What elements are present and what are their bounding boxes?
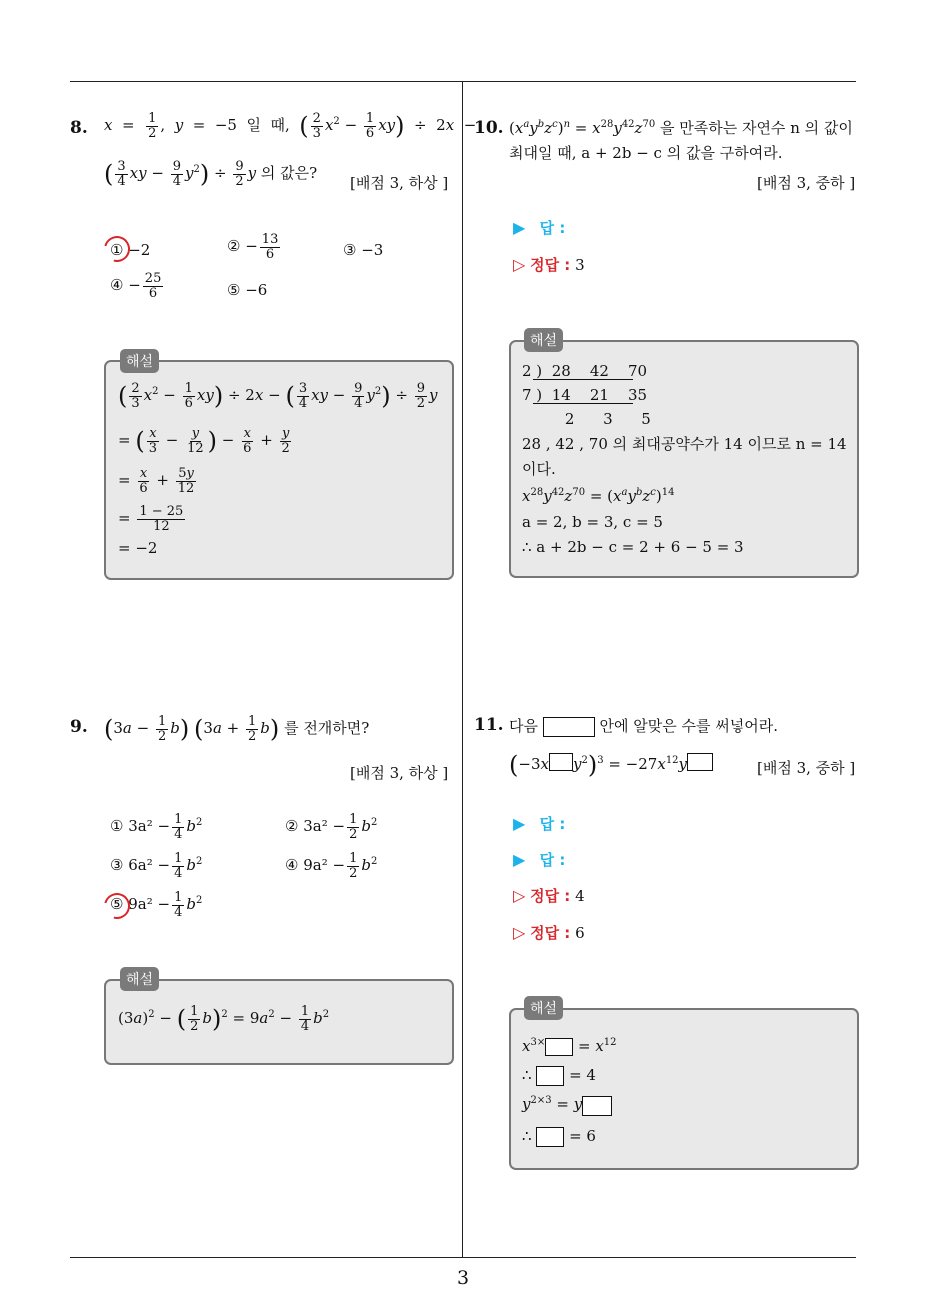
blank-box[interactable] [549, 753, 573, 771]
solution-line: ∴ = 4 [522, 1066, 596, 1084]
correct-answer-row: ▷ 정답 : 3 [513, 255, 585, 274]
question-text: (3a − $\frac{1}{2}$ b) (3a + $\frac{1}{2}$ b) 를 전개하면? [104, 714, 370, 744]
gcd-division-row: 2 3 5 [522, 410, 651, 428]
solution-line: ∴ a + 2b − c = 2 + 6 − 5 = 3 [522, 538, 744, 556]
answer-input-row[interactable]: ▶ 답 : [513, 218, 566, 237]
solution-line: $y^{2\times 3} = y$ [522, 1096, 612, 1116]
question-text-line1: $(x^ay^bz^c)^n = x^{28}y^{42}z^{70}$ 을 만족하는 자연수 n 의 값이 [509, 119, 853, 137]
division-line [533, 379, 633, 380]
choice-1[interactable]: ① −2 [110, 241, 151, 259]
page-number: 3 [456, 1267, 470, 1289]
question-text-line2: 최대일 때, a + 2b − c 의 값을 구하여라. [509, 144, 783, 162]
solution-line: ( $\frac{2}{3}$ $x^2$ − $\frac{1}{6}$ xy) ÷ 2x − ( $\frac{3}{4}$ xy − $\frac{9}{4}$ $y^2$) ÷ $\frac{9}{2}$ y [118, 381, 438, 411]
solution-line: 28 , 42 , 70 의 최대공약수가 14 이므로 n = 14 [522, 435, 847, 453]
correct-answer-row: ▷ 정답 : 4 [513, 886, 585, 905]
solution-tag: 해설 [524, 328, 563, 352]
score-label: [배점 3, 중하 ] [757, 759, 856, 777]
correct-answer-row: ▷ 정답 : 6 [513, 923, 585, 942]
outline-triangle-icon: ▷ [513, 923, 526, 942]
solution-line: 이다. [522, 460, 556, 478]
blank-box [545, 1038, 573, 1056]
bottom-rule [70, 1257, 856, 1258]
answer-input-row[interactable]: ▶ 답 : [513, 850, 566, 869]
solution-line: $x^{3\times} = x^{12}$ [522, 1037, 617, 1055]
question-number: 10. [474, 118, 504, 138]
outline-triangle-icon: ▷ [513, 255, 526, 274]
question-text-line1: 다음 안에 알맞은 수를 써넣어라. [509, 717, 779, 735]
choice-2[interactable]: ② − $\frac{13}{6}$ [227, 232, 279, 262]
score-label: [배점 3, 중하 ] [757, 174, 856, 192]
question-number: 8. [70, 118, 88, 138]
solution-line: = $\frac{x}{6}$ + $\frac{5y}{12}$ [118, 466, 195, 496]
solution-line: ∴ = 6 [522, 1127, 596, 1145]
solution-line: $(3a)^2$ − ( $\frac{1}{2}$ $b)^2 = 9a^2$ − $\frac{1}{4}$ $b^2$ [118, 1004, 330, 1034]
blank-box [582, 1096, 612, 1116]
solution-line: = $\frac{1 - 25}{12}$ [118, 504, 184, 534]
choice-1[interactable]: ① 3a² − $\frac{1}{4}$ $b^2$ [110, 812, 203, 842]
gcd-division-row: 2 ) 28 42 70 [522, 362, 648, 380]
solution-tag: 해설 [120, 349, 159, 373]
top-rule [70, 81, 856, 82]
question-text-line1: x = $\frac{1}{2}$ , y = −5 일 때, ( $\frac{2}{3}$ $x^2$ − $\frac{1}{6}$ xy) ÷ 2x − [104, 111, 477, 141]
solution-line: = −2 [118, 539, 158, 557]
choice-5[interactable]: ⑤ 9a² − $\frac{1}{4}$ $b^2$ [110, 890, 203, 920]
solution-line: a = 2, b = 3, c = 5 [522, 513, 663, 531]
score-label: [배점 3, 하상 ] [350, 764, 449, 782]
column-divider [462, 82, 463, 1258]
choice-4[interactable]: ④ 9a² − $\frac{1}{2}$ $b^2$ [285, 851, 378, 881]
solution-line: $x^{28}y^{42}z^{70} = (x^ay^bz^c)^{14}$ [522, 487, 675, 505]
gcd-division-row: 7 ) 14 21 35 [522, 386, 648, 404]
answer-input-row[interactable]: ▶ 답 : [513, 814, 566, 833]
solution-tag: 해설 [120, 967, 159, 991]
blank-box [543, 717, 595, 737]
play-triangle-icon: ▶ [513, 218, 526, 237]
answer-mark-circle [99, 231, 135, 267]
play-triangle-icon: ▶ [513, 850, 526, 869]
solution-tag: 해설 [524, 996, 563, 1020]
question-number: 11. [474, 715, 504, 735]
question-text-line2: ( $\frac{3}{4}$ xy − $\frac{9}{4}$ $y^2$) ÷ $\frac{9}{2}$ y 의 값은? [104, 159, 318, 189]
choice-5[interactable]: ⑤ −6 [227, 281, 268, 299]
question-equation: (−3x $y^2)^3 = -27x^{12}y$ [509, 753, 713, 777]
score-label: [배점 3, 하상 ] [350, 174, 449, 192]
choice-2[interactable]: ② 3a² − $\frac{1}{2}$ $b^2$ [285, 812, 378, 842]
blank-box [536, 1066, 564, 1086]
division-line [533, 403, 633, 404]
solution-line: = ( $\frac{x}{3}$ − $\frac{y}{12}$ ) − $\frac{x}{6}$ + $\frac{y}{2}$ [118, 426, 290, 456]
play-triangle-icon: ▶ [513, 814, 526, 833]
question-number: 9. [70, 717, 88, 737]
choice-3[interactable]: ③ 6a² − $\frac{1}{4}$ $b^2$ [110, 851, 203, 881]
blank-box [536, 1127, 564, 1147]
outline-triangle-icon: ▷ [513, 886, 526, 905]
choice-4[interactable]: ④ − $\frac{25}{6}$ [110, 271, 162, 301]
blank-box[interactable] [687, 753, 713, 771]
choice-3[interactable]: ③ −3 [343, 241, 384, 259]
